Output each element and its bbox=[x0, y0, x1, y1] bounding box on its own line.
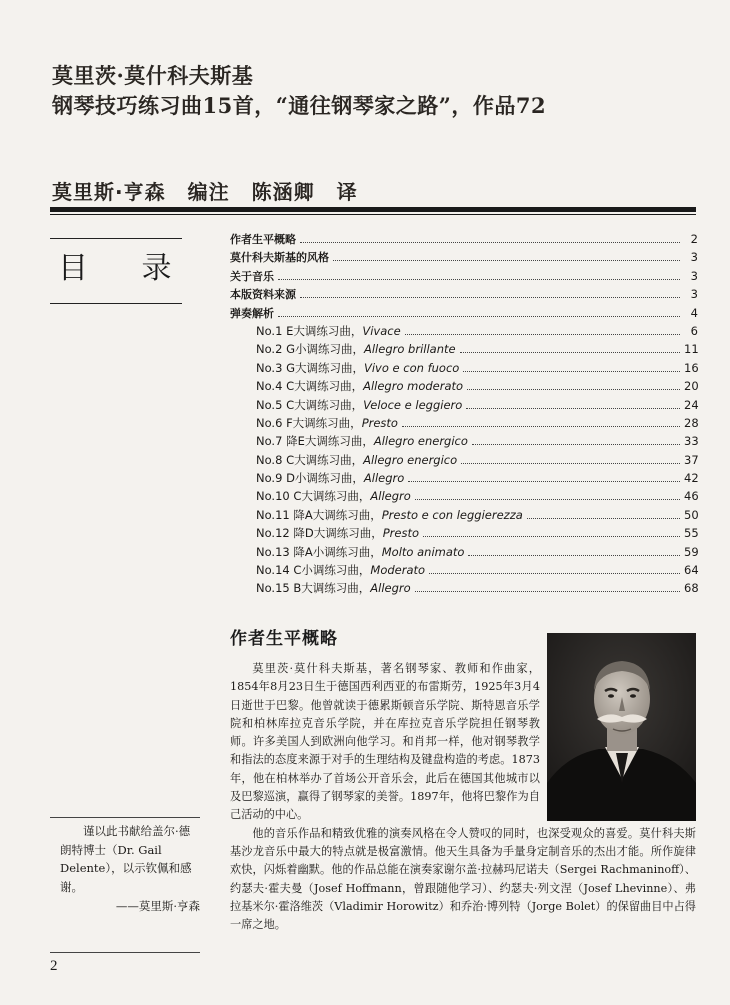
header-rule-thick bbox=[50, 207, 696, 212]
dedication-text: 谨以此书献给盖尔·德朗特博士（Dr. Gail Delente），以示钦佩和感谢。 bbox=[60, 824, 192, 894]
toc-entry-tempo: Presto bbox=[361, 415, 398, 430]
toc-entry-label bbox=[256, 580, 411, 596]
toc-entry-title: No.9 D小调练习曲， bbox=[256, 471, 364, 486]
section-heading: 作者生平概略 bbox=[230, 629, 338, 649]
toc-entry-title: No.7 降E大调练习曲， bbox=[256, 434, 374, 449]
toc-entry-tempo: Presto bbox=[382, 526, 420, 541]
biography-paragraph-1: 莫里茨·莫什科夫斯基，著名钢琴家、教师和作曲家，1854年8月23日生于德国西利西亚的布雷斯劳，1925年3月4日逝世于巴黎。他曾就读于德累斯顿音乐学院、斯特恩音乐学院和柏林库拉克音乐学院，并在库拉克音乐学院担任钢琴教师。许多美国人到欧洲向他学习。和肖邦一样，他对钢琴教学和指法的态度来源于对手的生理结构及键盘构造的考虑。1873年，他在柏林举办了首场公开音乐会，此后在德国其他城市以及巴黎巡演，赢得了钢琴家的美誉。1897年，他将巴黎作为自己活动的中心。 bbox=[230, 662, 540, 822]
page-number: 2 bbox=[50, 958, 58, 974]
toc-entry-title: No.13 降A小调练习曲， bbox=[256, 544, 382, 559]
toc-entry-tempo: Allegro moderato bbox=[363, 379, 464, 394]
toc-entry-label bbox=[256, 525, 419, 541]
toc-entry bbox=[230, 452, 698, 470]
toc-entry-tempo: Allegro energico bbox=[373, 434, 468, 449]
toc-entry bbox=[230, 249, 698, 267]
toc-entry-tempo: Allegro bbox=[370, 489, 411, 504]
toc-entry-page: 28 bbox=[684, 415, 699, 430]
toc-entry-label bbox=[256, 488, 411, 504]
toc-entry-title: No.14 C小调练习曲， bbox=[256, 563, 371, 578]
toc-entry bbox=[230, 286, 698, 304]
toc-entry-tempo: Veloce e leggiero bbox=[363, 397, 463, 412]
toc-entry-tempo: Allegro energico bbox=[363, 452, 458, 467]
toc-dot-leader bbox=[415, 491, 680, 500]
toc-heading-rule-top bbox=[50, 238, 182, 239]
toc-entry-title: No.12 降D大调练习曲， bbox=[256, 526, 383, 541]
toc-entry-label bbox=[256, 341, 456, 357]
toc-entry-title: No.8 C大调练习曲， bbox=[256, 452, 364, 467]
toc-entry-page: 3 bbox=[690, 268, 698, 283]
toc-entry bbox=[230, 525, 698, 543]
toc-entry-label bbox=[256, 433, 468, 449]
toc-entry-page: 64 bbox=[684, 563, 699, 578]
toc-entry-title: No.3 G大调练习曲， bbox=[256, 360, 364, 375]
book-title-composer: 莫里茨·莫什科夫斯基 bbox=[52, 63, 254, 88]
toc-entry-tempo: Allegro bbox=[370, 581, 411, 596]
toc-entry-tempo: Allegro bbox=[363, 471, 405, 486]
toc-entry-label bbox=[256, 562, 425, 578]
toc-entry-tempo: Moderato bbox=[370, 563, 426, 578]
toc-entry-title: 莫什科夫斯基的风格 bbox=[230, 251, 329, 265]
toc-entry-label bbox=[230, 231, 296, 247]
toc-entry-title: 弹奏解析 bbox=[230, 306, 274, 320]
toc-entry bbox=[230, 580, 698, 598]
toc-entry-tempo: Presto e con leggierezza bbox=[381, 507, 523, 522]
toc-entry-page: 16 bbox=[684, 360, 699, 375]
toc-entry bbox=[230, 341, 698, 359]
toc-dot-leader bbox=[300, 234, 680, 243]
toc-entry-page: 37 bbox=[684, 452, 699, 467]
toc-entry-page: 11 bbox=[684, 342, 699, 357]
editor-role: 编注 bbox=[187, 180, 230, 204]
credits-line bbox=[52, 176, 380, 205]
toc-entry-label bbox=[256, 415, 398, 431]
toc-entry-label bbox=[256, 360, 459, 376]
toc-entry bbox=[230, 488, 698, 506]
toc-dot-leader bbox=[472, 436, 680, 445]
toc-entry bbox=[230, 323, 698, 341]
toc-dot-leader bbox=[405, 326, 680, 335]
dedication-rule-bottom bbox=[50, 952, 200, 953]
table-of-contents bbox=[230, 231, 698, 599]
toc-entry bbox=[230, 507, 698, 525]
toc-entry-tempo: Molto animato bbox=[381, 544, 465, 559]
toc-entry-title: 关于音乐 bbox=[230, 269, 274, 283]
toc-entry-title: No.10 C大调练习曲， bbox=[256, 489, 371, 504]
dedication-signature: ——莫里斯·亨森 bbox=[115, 899, 200, 913]
toc-dot-leader bbox=[527, 510, 680, 519]
translator-name: 陈涵卿 bbox=[251, 180, 315, 204]
toc-entry-page: 33 bbox=[684, 434, 699, 449]
translator-role: 译 bbox=[336, 180, 358, 204]
toc-entry bbox=[230, 360, 698, 378]
toc-entry-title: No.5 C大调练习曲， bbox=[256, 397, 364, 412]
toc-entry-page: 24 bbox=[684, 397, 699, 412]
toc-heading-rule-bottom bbox=[50, 303, 182, 304]
toc-dot-leader bbox=[429, 565, 680, 574]
toc-dot-leader bbox=[278, 308, 680, 317]
toc-entry-label bbox=[230, 305, 274, 321]
toc-entry-label bbox=[256, 323, 401, 339]
toc-entry bbox=[230, 231, 698, 249]
toc-entry bbox=[230, 544, 698, 562]
toc-entry-title: No.6 F大调练习曲， bbox=[256, 415, 362, 430]
toc-entry bbox=[230, 470, 698, 488]
toc-entry-label bbox=[256, 544, 464, 560]
toc-entry-page: 50 bbox=[684, 507, 699, 522]
toc-dot-leader bbox=[461, 455, 680, 464]
toc-entry-title: No.11 降A大调练习曲， bbox=[256, 507, 382, 522]
toc-entry-page: 3 bbox=[690, 250, 698, 265]
dedication-rule-top bbox=[50, 817, 200, 818]
toc-entry-page: 20 bbox=[684, 379, 699, 394]
toc-entry bbox=[230, 562, 698, 580]
toc-entry-label bbox=[256, 470, 404, 486]
editor-name: 莫里斯·亨森 bbox=[52, 180, 166, 204]
toc-entry-title: No.2 G小调练习曲， bbox=[256, 342, 364, 357]
toc-entry-page: 3 bbox=[690, 287, 698, 302]
toc-entry-title: 作者生平概略 bbox=[230, 233, 296, 246]
toc-entry bbox=[230, 415, 698, 433]
toc-entry-label bbox=[256, 378, 463, 394]
book-title-work: 钢琴技巧练习曲15首，“通往钢琴家之路”，作品72 bbox=[52, 93, 547, 118]
toc-entry-page: 59 bbox=[684, 544, 699, 559]
toc-dot-leader bbox=[408, 473, 680, 482]
toc-entry-page: 2 bbox=[690, 232, 698, 246]
toc-dot-leader bbox=[466, 400, 680, 409]
biography-text bbox=[230, 660, 696, 934]
header-rule-thin bbox=[50, 214, 696, 215]
toc-dot-leader bbox=[423, 528, 680, 537]
toc-entry-page: 42 bbox=[684, 471, 699, 486]
toc-heading: 目 录 bbox=[58, 251, 194, 286]
toc-entry-tempo: Allegro brillante bbox=[363, 342, 456, 357]
toc-entry-page: 4 bbox=[690, 305, 698, 320]
toc-entry-page: 55 bbox=[684, 526, 699, 541]
toc-entry bbox=[230, 397, 698, 415]
toc-entry bbox=[230, 268, 698, 286]
toc-entry bbox=[230, 305, 698, 323]
toc-entry-label bbox=[256, 397, 462, 413]
toc-entry-title: No.1 E大调练习曲， bbox=[256, 323, 363, 338]
toc-entry-page: 68 bbox=[684, 581, 699, 596]
toc-dot-leader bbox=[467, 381, 680, 390]
portrait-wrap-spacer bbox=[540, 660, 696, 822]
toc-dot-leader bbox=[463, 363, 680, 372]
toc-entry-title: 本版资料来源 bbox=[230, 288, 296, 302]
toc-entry-label bbox=[256, 507, 523, 523]
biography-paragraph-2: 他的音乐作品和精致优雅的演奏风格在令人赞叹的同时，也深受观众的喜爱。莫什科夫斯基沙龙音乐中最大的特点就是极富激情。他天生具备为手量身定制音乐的杰出才能。所作旋律欢快，闪烁着幽默。他的作品总能在演奏家谢尔盖·拉赫玛尼诺夫（Sergei Rachmaninoff）、约瑟夫·霍夫曼（Josef Hoffmann，曾跟随他学习）、约瑟夫·列文涅（Josef Lhevinne）、弗拉基米尔·霍洛维茨（Vladimir Horowitz）和乔治·博列特（Jorge Bolet）的保留曲目中占得一席之地。 bbox=[230, 826, 696, 932]
toc-dot-leader bbox=[300, 289, 680, 298]
toc-dot-leader bbox=[468, 547, 680, 556]
toc-entry-label bbox=[230, 249, 329, 265]
toc-dot-leader bbox=[402, 418, 680, 427]
dedication bbox=[60, 822, 200, 916]
toc-dot-leader bbox=[415, 583, 680, 592]
toc-dot-leader bbox=[333, 252, 680, 261]
toc-entry-label bbox=[256, 452, 457, 468]
toc-entry-tempo: Vivace bbox=[362, 323, 401, 338]
toc-entry bbox=[230, 378, 698, 396]
toc-dot-leader bbox=[278, 271, 680, 280]
toc-entry-title: No.4 C大调练习曲， bbox=[256, 379, 364, 394]
toc-entry bbox=[230, 433, 698, 451]
toc-entry-label bbox=[230, 286, 296, 302]
toc-entry-title: No.15 B大调练习曲， bbox=[256, 581, 371, 596]
toc-entry-page: 46 bbox=[684, 489, 699, 504]
toc-entry-page: 6 bbox=[690, 323, 698, 338]
toc-dot-leader bbox=[460, 344, 680, 353]
toc-entry-label bbox=[230, 268, 274, 284]
toc-entry-tempo: Vivo e con fuoco bbox=[363, 360, 460, 375]
